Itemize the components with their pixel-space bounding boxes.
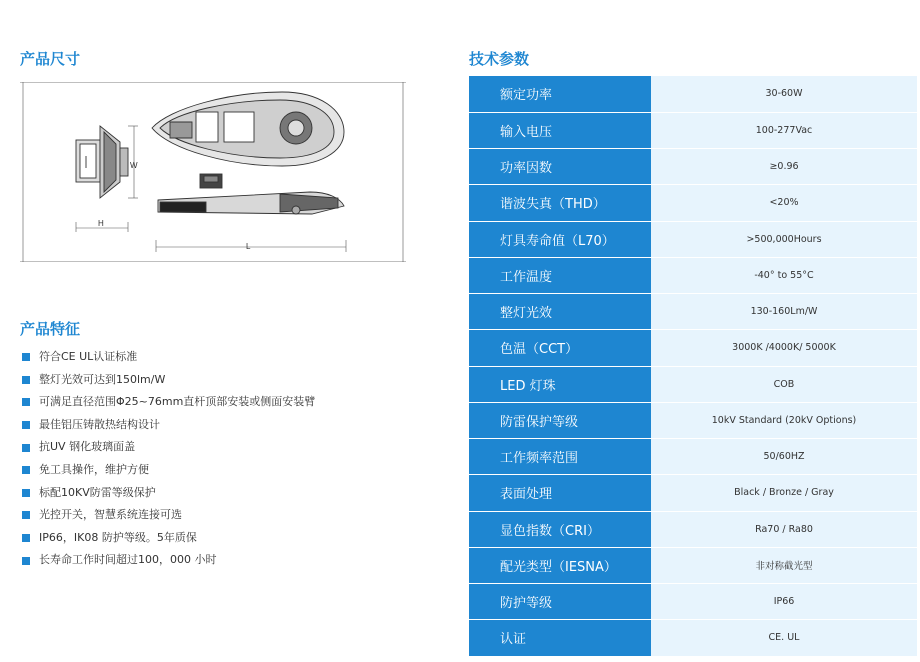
- square-bullet-icon: [22, 466, 30, 474]
- features-list: [22, 346, 315, 572]
- table-row: [469, 330, 917, 366]
- table-row: [469, 402, 917, 438]
- dimension-drawing: [20, 82, 406, 262]
- spec-label: LED 灯珠: [469, 366, 651, 402]
- top-view-drawing: [152, 92, 344, 166]
- spec-value: ≥0.96: [651, 149, 917, 185]
- table-row: [469, 584, 917, 620]
- table-row: [469, 547, 917, 583]
- feature-item: 最佳铝压铸散热结构设计: [22, 414, 315, 437]
- spec-label: 灯具寿命值（L70）: [469, 221, 651, 257]
- spec-value: >500,000Hours: [651, 221, 917, 257]
- side-view-drawing: [76, 126, 128, 198]
- square-bullet-icon: [22, 444, 30, 452]
- feature-item: 整灯光效可达到150lm/W: [22, 369, 315, 392]
- spec-label: 工作频率范围: [469, 439, 651, 475]
- spec-value: Black / Bronze / Gray: [651, 475, 917, 511]
- front-view-drawing: [158, 174, 344, 214]
- spec-label: 谐波失真（THD）: [469, 185, 651, 221]
- spec-value: 100-277Vac: [651, 112, 917, 148]
- square-bullet-icon: [22, 353, 30, 361]
- square-bullet-icon: [22, 511, 30, 519]
- table-row: [469, 112, 917, 148]
- square-bullet-icon: [22, 421, 30, 429]
- feature-item: 可满足直径范围Φ25~76mm直杆顶部安装或侧面安装臂: [22, 391, 315, 414]
- spec-label: 输入电压: [469, 112, 651, 148]
- table-row: [469, 439, 917, 475]
- square-bullet-icon: [22, 398, 30, 406]
- spec-label: 防雷保护等级: [469, 402, 651, 438]
- spec-value: 130-160Lm/W: [651, 294, 917, 330]
- height-label: H: [98, 219, 104, 228]
- spec-value: 10kV Standard (20kV Options): [651, 402, 917, 438]
- spec-label: 表面处理: [469, 475, 651, 511]
- feature-item: 光控开关，智慧系统连接可选: [22, 504, 315, 527]
- spec-value: 30-60W: [651, 76, 917, 112]
- spec-label: 功率因数: [469, 149, 651, 185]
- features-title: 产品特征: [20, 320, 81, 338]
- spec-value: 3000K /4000K/ 5000K: [651, 330, 917, 366]
- spec-label: 显色指数（CRI）: [469, 511, 651, 547]
- square-bullet-icon: [22, 376, 30, 384]
- spec-label: 配光类型（IESNA）: [469, 547, 651, 583]
- table-row: [469, 221, 917, 257]
- spec-value: <20%: [651, 185, 917, 221]
- spec-value: IP66: [651, 584, 917, 620]
- spec-value: 50/60HZ: [651, 439, 917, 475]
- spec-value: CE. UL: [651, 620, 917, 656]
- spec-label: 整灯光效: [469, 294, 651, 330]
- width-label: W: [130, 161, 138, 170]
- table-row: [469, 475, 917, 511]
- spec-value: Ra70 / Ra80: [651, 511, 917, 547]
- specs-title: 技术参数: [469, 50, 530, 68]
- table-row: [469, 294, 917, 330]
- spec-label: 认证: [469, 620, 651, 656]
- square-bullet-icon: [22, 534, 30, 542]
- table-row: [469, 620, 917, 656]
- feature-item: 标配10KV防雷等级保护: [22, 482, 315, 505]
- feature-item: 抗UV 钢化玻璃面盖: [22, 436, 315, 459]
- spec-label: 工作温度: [469, 257, 651, 293]
- length-label: L: [246, 242, 251, 251]
- spec-label: 防护等级: [469, 584, 651, 620]
- table-row: [469, 511, 917, 547]
- feature-item: 长寿命工作时间超过100，000 小时: [22, 549, 315, 572]
- feature-item: IP66，IK08 防护等级。5年质保: [22, 527, 315, 550]
- table-row: [469, 76, 917, 112]
- table-row: [469, 149, 917, 185]
- spec-value: COB: [651, 366, 917, 402]
- spec-label: 色温（CCT）: [469, 330, 651, 366]
- spec-value: -40° to 55°C: [651, 257, 917, 293]
- square-bullet-icon: [22, 557, 30, 565]
- spec-table: [469, 76, 917, 657]
- feature-item: 免工具操作，维护方便: [22, 459, 315, 482]
- table-row: [469, 366, 917, 402]
- spec-value: 非对称截光型: [651, 547, 917, 583]
- table-row: [469, 185, 917, 221]
- table-row: [469, 257, 917, 293]
- spec-label: 额定功率: [469, 76, 651, 112]
- dimensions-title: 产品尺寸: [20, 50, 81, 68]
- feature-item: 符合CE UL认证标准: [22, 346, 315, 369]
- square-bullet-icon: [22, 489, 30, 497]
